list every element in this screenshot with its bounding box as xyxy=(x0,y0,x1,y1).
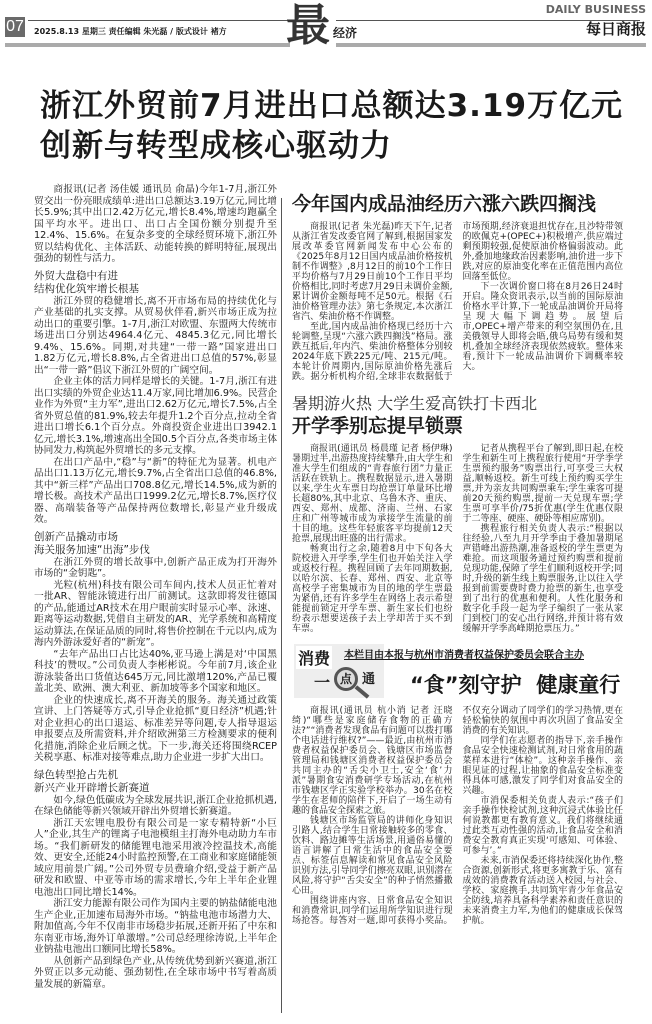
lead-headline xyxy=(40,86,623,166)
lead-article xyxy=(34,184,277,990)
section-heading: 创新产品撬动市场 xyxy=(34,530,118,543)
section-heading: 新兴产业开辟增长新赛道 xyxy=(34,781,150,794)
rail-headline: 开学季别忘提早锁票 xyxy=(292,415,464,437)
paragraph: 企业的快速成长,离不开海关的服务。海关通过政策宣讲、上门答疑等方式,引导企业抢抓“夏日经济”机遇;针对企业担心的出口退运、标准差异等问题,专人指导退运申报要点及所需资料,并介绍欧洲第三方检测要求的便利化措施,消除企业后顾之忧。下一步,海关还将围绕RCEP关税享惠、标准对接等难点,助力企业进一步扩大出口。 xyxy=(34,694,277,763)
magnifier-icon: 点 xyxy=(334,667,358,691)
rail-subheadline: 暑期游火热 大学生爱高铁打卡西北 xyxy=(292,394,538,413)
headline-line: 创新与转型成核心驱动力 xyxy=(40,128,392,164)
paragraph: “去年产品出口占比达40%,亚马逊上满是对‘中国黑科技’的赞叹。”公司负责人李彬彬说。今年前7月,该企业游泳装备出口货值达645万元,同比激增120%,产品已覆盖北美、欧洲、澳大利亚、新加坡等多个国家和地区。 xyxy=(34,648,277,694)
paper-name-en: DAILY BUSINESS xyxy=(545,3,646,16)
paragraph: 企业主体的活力同样是增长的关键。1-7月,浙江有进出口实绩的外贸企业达11.4万家,同比增加6.9%。民营企业作为外贸“主力军”,进出口2.62万亿元,增长7.5%,占全省外贸总值的81.9%,较去年提升1.2个百分点,拉动全省进出口增长6.1个百分点。外商投资企业进出口3942.1亿元,增长3.1%,增速高出全国0.5个百分点,各类市场主体协同发力,构筑起外贸增长的多元支撑。 xyxy=(34,376,278,456)
paragraph: 在浙江外贸的增长故事中,创新产品正成为打开海外市场的“金钥匙”。 xyxy=(34,556,277,579)
paragraph: 钱塘区市场监管局的讲师化身知识引路人,结合学生日常接触较多的零食、饮料、路边摊等生活场景,用通俗易懂的语言讲解了日常生活中的食品安全要点、标签信息解读和常见食品安全风险识别方法,引导同学们擦亮双眼,识别潜在风险,将守护“舌尖安全”的种子悄然播撒心田。 xyxy=(292,816,453,896)
paragraph: 市消保委相关负责人表示:“孩子们亲手操作快检试剂,这种沉浸式体验比任何说教都更有教育意义。我们将继续通过此类互动性强的活动,让食品安全和消费安全教育真正实现‘可感知、可体验、可参与’。” xyxy=(462,796,623,856)
paragraph: 商报讯(通讯员 杭小消 记者 汪晓绮)“哪些是家庭储存食物的正确方法?”“消费者发现食品有问题可以拨打哪个电话进行维权?”——最近,由杭州市消费者权益保护委员会、钱塘区市场监督管理局和钱塘区消费者权益保护委员会共同主办的“舌尖小卫士,安全‘食’力派”暑期食安消费研学专场活动,在杭州市钱塘区学正实验学校举办。30名在校学生在老师的陪伴下,开启了一场生动有趣的食品安全探索之旅。 xyxy=(292,706,453,816)
section-logo: 最 xyxy=(286,0,330,51)
page-number: 07 xyxy=(6,18,24,35)
section-heading: 绿色转型抢占先机 xyxy=(34,768,118,781)
banner-tong: 通 xyxy=(362,672,376,687)
section-heading: 海关服务加速“出海”步伐 xyxy=(34,543,150,556)
banner-title: 消费 xyxy=(296,646,332,669)
oil-article xyxy=(292,222,623,382)
paragraph: 如今,绿色低碳成为全球发展共识,浙江企业抢抓机遇,在绿色储能等新兴领域开辟出外贸增长新赛道。 xyxy=(34,794,277,817)
oil-headline: 今年国内成品油经历六涨六跌四搁浅 xyxy=(292,193,597,215)
paragraph: 携程旅行相关负责人表示:“根据以往经验,八至九月开学季由于叠加暑期尾声错峰出游热潮,准备返校的学生票更为难抢。而这项服务通过预约购票和提前兑现功能,保障了学生们顺利返校开学;同时,升级的新生线上购票服务,让以往入学报到前需要费时费力抢票的新生,也享受到了出行的优惠和便利。人性化服务和数字化手段一起为学子编织了一张从家门到校门的安心出行网络,并预计将有效缓解开学季高峰期抢票压力。” xyxy=(462,524,623,634)
paragraph: 畅爽出行之余,随着8月中下旬各大院校进入开学季,学生们也开始关注入学或返校行程。携程回顾了去年同期数据,以哈尔滨、长春、郑州、西安、北京等高校学子密集城市为目的地的学生票最为紧俏,还有许多学生在网络上表示希望能提前锁定开学车票、新生家长们也纷纷表示想要送孩子去上学却苦于买不到车票。 xyxy=(292,544,453,634)
food-article xyxy=(292,706,623,926)
paragraph: 商报讯(记者 朱光磊)昨天下午,记者从浙江省发改委官网了解到,根据国家发展改革委官网新闻发布中心公布的《2025年8月12日国内成品油价格按机制不作调整》,8月12日的前10个工作日平均价格与7月29日前10个工作日平均价格相比,同时考虑7月29日未调价金额,累计调价金额每吨不足50元。根据《石油价格管理办法》第七条规定,本次浙江省汽、柴油价格不作调整。 xyxy=(292,222,453,322)
section-name: 经济 xyxy=(333,26,358,40)
section-heading: 外贸大盘稳中有进 xyxy=(34,269,118,282)
paragraph: 商报讯(记者 汤佳媛 通讯员 俞晶)今年1-7月,浙江外贸交出一份亮眼成绩单:进出口总额达3.19万亿元,同比增长5.9%;其中出口2.42万亿元,增长8.4%,增速均跑赢全国平均水平。进出口、出口占全国份额分别提升至12.4%、15.6%。在复杂多变的全球经贸环境下,浙江外贸以结构优化、主体活跃、动能转换的鲜明特征,展现出强劲的韧性与活力。 xyxy=(34,184,277,264)
paragraph: 浙江外贸的稳健增长,离不开市场布局的持续优化与产业基础的扎实支撑。从贸易伙伴看,新兴市场正成为拉动出口的重要引擎。1-7月,浙江对欧盟、东盟两大传统市场进出口分别达4964.4亿元、4845.3亿元,同比增长9.4%、15.6%。同期,对共建“一带一路”国家进出口1.82万亿元,增长8.8%,占全省进出口总值的57%,彰显出“一带一路”倡议下浙江外贸的广阔空间。 xyxy=(34,295,277,376)
column-rule xyxy=(281,198,282,1013)
paragraph: 下一次调价窗口将在8月26日24时开启。隆众资讯表示,以当前的国际原油价格水平计算,下一轮成品油调价开局将呈现大幅下调趋势。展望后市,OPEC+增产带来的利空氛围仍在,且美俄领导人即将会晤,俄乌局势有缓和契机,叠加全球经济表现依然疲软。整体来看,预计下一轮成品油调价下调概率较大。 xyxy=(462,282,623,372)
paper-name: 每日商报 xyxy=(585,20,646,38)
dateline: 2025.8.13 星期三 责任编辑 朱光磊 / 版式设计 褚方 xyxy=(34,27,227,36)
paragraph: 从创新产品到绿色产业,从传统优势到新兴赛道,浙江外贸正以多元动能、强劲韧性,在全球市场中书写着高质量发展的新篇章。 xyxy=(34,955,277,990)
paragraph: 未来,市消保委还将持续深化协作,整合资源,创新形式,将更多寓教于乐、富有成效的消费教育活动送入校园,与社会、学校、家庭携手,共同筑牢青少年食品安全防线,培养具备科学素养和责任意识的未来消费主力军,为他们的健康成长保驾护航。 xyxy=(462,856,623,926)
food-headline: “食”刻守护 健康童行 xyxy=(410,673,621,697)
column-sponsor: 本栏目由本报与杭州市消费者权益保护委员会联合主办 xyxy=(344,650,584,661)
headline-line: 浙江外贸前7月进出口总额达3.19万亿元 xyxy=(40,88,624,124)
header-bar xyxy=(5,43,290,47)
paragraph: 记者从携程平台了解到,即日起,在校学生和新生可上携程旅行使用“开学季学生票预约服务”购票出行,可享受三大权益,顺畅返校。新生可线上预约购买学生票,并为亲友共同购票乘车;学生乘客可提前20天预约购票,提前一天兑现车票;学生票可享半价/75折优惠(学生优惠仅限于二等座、硬座、硬卧等相应席别)。 xyxy=(462,444,623,524)
column-banner-area xyxy=(292,644,623,700)
banner-yi: 一 xyxy=(314,673,331,692)
paragraph: 至此,国内成品油价格现已经历十六轮调整,呈现“六涨六跌四搁浅”格局。涨跌互抵后,年内汽、柴油价格整体分别较2024年底下跌225元/吨、215元/吨。本轮计价周期内,国际原油价格先涨后跌。据分析机构介绍,全球非农数据低于市场预期,经济衰退担忧存在,且沙特带领的欧佩克+(OPEC+)积极增产,供应端过剩预期较强,促使原油价格偏弱波动。此外,叠加地缘政治因素影响,油价进一步下跌,对应的原油变化率在正值范围内高位回落至低位。 xyxy=(292,222,623,382)
paragraph: 商报讯(通讯员 杨晨瑾 记者 杨伊琳)暑期过半,出游热度持续攀升,由大学生和准大学生们组成的“青春旅行团”力量正活跃在铁轨上。携程数据显示,进入暑期以来,学生火车票日均抢票订单量环比增长超80%,其中北京、乌鲁木齐、重庆、西安、郑州、成都、济南、兰州、石家庄和广州等城市成为承接学生流量的前十目的地。这些年轻旅客平均提前12天抢票,展现出旺盛的出行需求。 xyxy=(292,444,453,544)
paragraph: 同学们在志愿者的指导下,亲手操作食品安全快速检测试剂,对日常食用的蔬菜样本进行“体检”。这种亲手操作、亲眼见证的过程,让抽象的食品安全标准变得具体可感,激发了同学们对食品安全的兴趣。 xyxy=(462,736,623,796)
rail-article xyxy=(292,444,623,634)
section-heading: 结构优化筑牢增长根基 xyxy=(34,282,139,295)
right-column xyxy=(292,192,623,926)
header-bar xyxy=(336,43,646,47)
paragraph: 在出口产品中,“稳”与“新”的特征尤为显著。机电产品出口1.13万亿元,增长9.7%,占全省出口总值的46.8%,其中“新三样”产品出口708.8亿元,增长14.5%,成为新的增长极。高技术产品出口1999.2亿元,增长8.7%,医疗仪器、高端装备等产品保持两位数增长,彰显产业升级成效。 xyxy=(34,456,277,525)
header-rule xyxy=(28,20,290,21)
paragraph: 浙江天宏锂电股份有限公司是一家专精特新“小巨人”企业,其生产的锂离子电池模组主打海外电动助力车市场。“我们新研发的储能锂电池采用液冷控温技术,高能效、更安全,还能24小时监控预警,在工商业和家庭储能领域应用前景广阔。”公司外贸专员费瑜介绍,受益于新产品研发和欧盟、中亚等市场的需求增长,今年上半年企业锂电池出口同比增长14%。 xyxy=(34,817,277,898)
paragraph: 光粒(杭州)科技有限公司车间内,技术人员正忙着对一批AR、智能泳镜进行出厂前测试。这款即将发往德国的产品,能通过AR技术在用户眼前实时显示心率、泳速、距离等运动数据,凭借自主研发的AR、光学系统和高精度运动算法,在保证品质的同时,将售价控制在千元以内,成为海内外游泳爱好者的“新宠”。 xyxy=(34,579,277,648)
paragraph: 浙江安力能源有限公司作为国内主要的钠盐储能电池生产企业,正加速布局海外市场。“钠盐电池市场潜力大、附加值高,今年不仅南非市场稳步拓展,还新开拓了中东和东南亚市场,海外订单激增。”公司总经理徐涛说,上半年企业钠盐电池出口额同比增长58%。 xyxy=(34,898,277,955)
paragraph: 围绕讲座内容、日常食品安全知识和消费常识,同学们运用所学知识进行现场抢答。每答对一题,即可获得小奖品。不仅充分调动了同学们的学习热情,更在轻松愉快的氛围中再次巩固了食品安全消费的有关知识。 xyxy=(292,706,623,926)
